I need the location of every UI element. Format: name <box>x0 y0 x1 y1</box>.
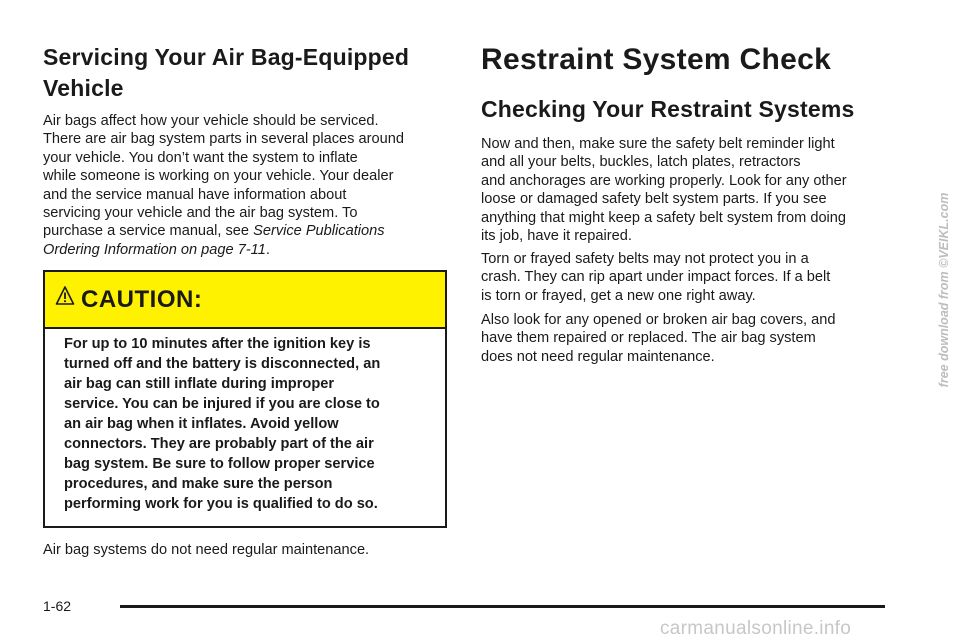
intro-line: Air bags affect how your vehicle should be serviced. <box>43 113 379 129</box>
page-number: 1-62 <box>43 598 72 614</box>
paragraph-line: Also look for any opened or broken air bag covers, and <box>481 312 836 328</box>
intro-paragraph <box>43 112 404 259</box>
paragraph-line: and all your belts, buckles, latch plates, retractors <box>481 154 801 171</box>
caution-line: an air bag when it inflates. Avoid yellow <box>64 416 339 432</box>
caution-line: bag system. Be sure to follow proper service <box>64 456 375 472</box>
caution-line: procedures, and make sure the person <box>64 476 333 492</box>
bottom-watermark: carmanualsonline.info <box>660 618 852 639</box>
paragraph-line: anything that might keep a safety belt system from doing <box>481 209 847 226</box>
footer-rule <box>120 605 885 608</box>
caution-text <box>64 334 436 514</box>
paragraph-line: loose or damaged safety belt system parts. If you see <box>481 191 827 208</box>
paragraph-line: does not need regular maintenance. <box>481 348 715 365</box>
caution-box <box>43 270 447 528</box>
intro-line: purchase a service manual, see Service Publications <box>43 223 385 240</box>
paragraph-line: and anchorages are working properly. Look for any other <box>481 172 847 189</box>
paragraph-line: Now and then, make sure the safety belt reminder light <box>481 136 835 152</box>
paragraph-line: Torn or frayed safety belts may not protect you in a <box>481 251 809 267</box>
checking-paragraph <box>481 135 847 245</box>
intro-line: and the service manual have information about <box>43 186 347 203</box>
caution-icon <box>55 285 75 307</box>
caution-line: performing work for you is qualified to do so. <box>64 496 378 512</box>
intro-line: while someone is working on your vehicle. Your dealer <box>43 168 394 185</box>
paragraph-line: have them repaired or replaced. The air bag system <box>481 330 816 347</box>
paragraph-line: is torn or frayed, get a new one right away. <box>481 287 756 304</box>
caution-line: air bag can still inflate during improper <box>64 376 335 392</box>
intro-line: There are air bag system parts in several places around <box>43 131 404 148</box>
caution-line: connectors. They are probably part of the air <box>64 436 374 452</box>
paragraph-line: crash. They can rip apart under impact forces. If a belt <box>481 269 831 286</box>
frayed-belts-paragraph <box>481 250 830 305</box>
caution-line: For up to 10 minutes after the ignition key is <box>64 336 371 352</box>
side-watermark-text: free download from ©VEIKL.com <box>937 192 951 388</box>
paragraph-line: its job, have it repaired. <box>481 228 632 245</box>
sub-title: Checking Your Restraint Systems <box>481 96 855 122</box>
intro-line: Ordering Information on page 7-11. <box>43 241 270 258</box>
publication-reference[interactable]: Service Publications <box>253 223 385 240</box>
main-title: Restraint System Check <box>481 43 832 76</box>
caution-header <box>45 272 445 329</box>
closing-paragraph: Air bag systems do not need regular maintenance. <box>43 542 370 558</box>
section-title: Servicing Your Air Bag-Equipped Vehicle <box>43 44 410 101</box>
caution-label: CAUTION: <box>81 285 203 313</box>
publication-reference[interactable]: Ordering Information on page 7-11 <box>43 241 266 258</box>
intro-line: servicing your vehicle and the air bag system. To <box>43 205 358 222</box>
intro-line: your vehicle. You don’t want the system to inflate <box>43 149 358 166</box>
air-bag-covers-paragraph <box>481 311 836 366</box>
caution-line: turned off and the battery is disconnected, an <box>64 356 381 372</box>
caution-line: service. You can be injured if you are close to <box>64 396 380 412</box>
